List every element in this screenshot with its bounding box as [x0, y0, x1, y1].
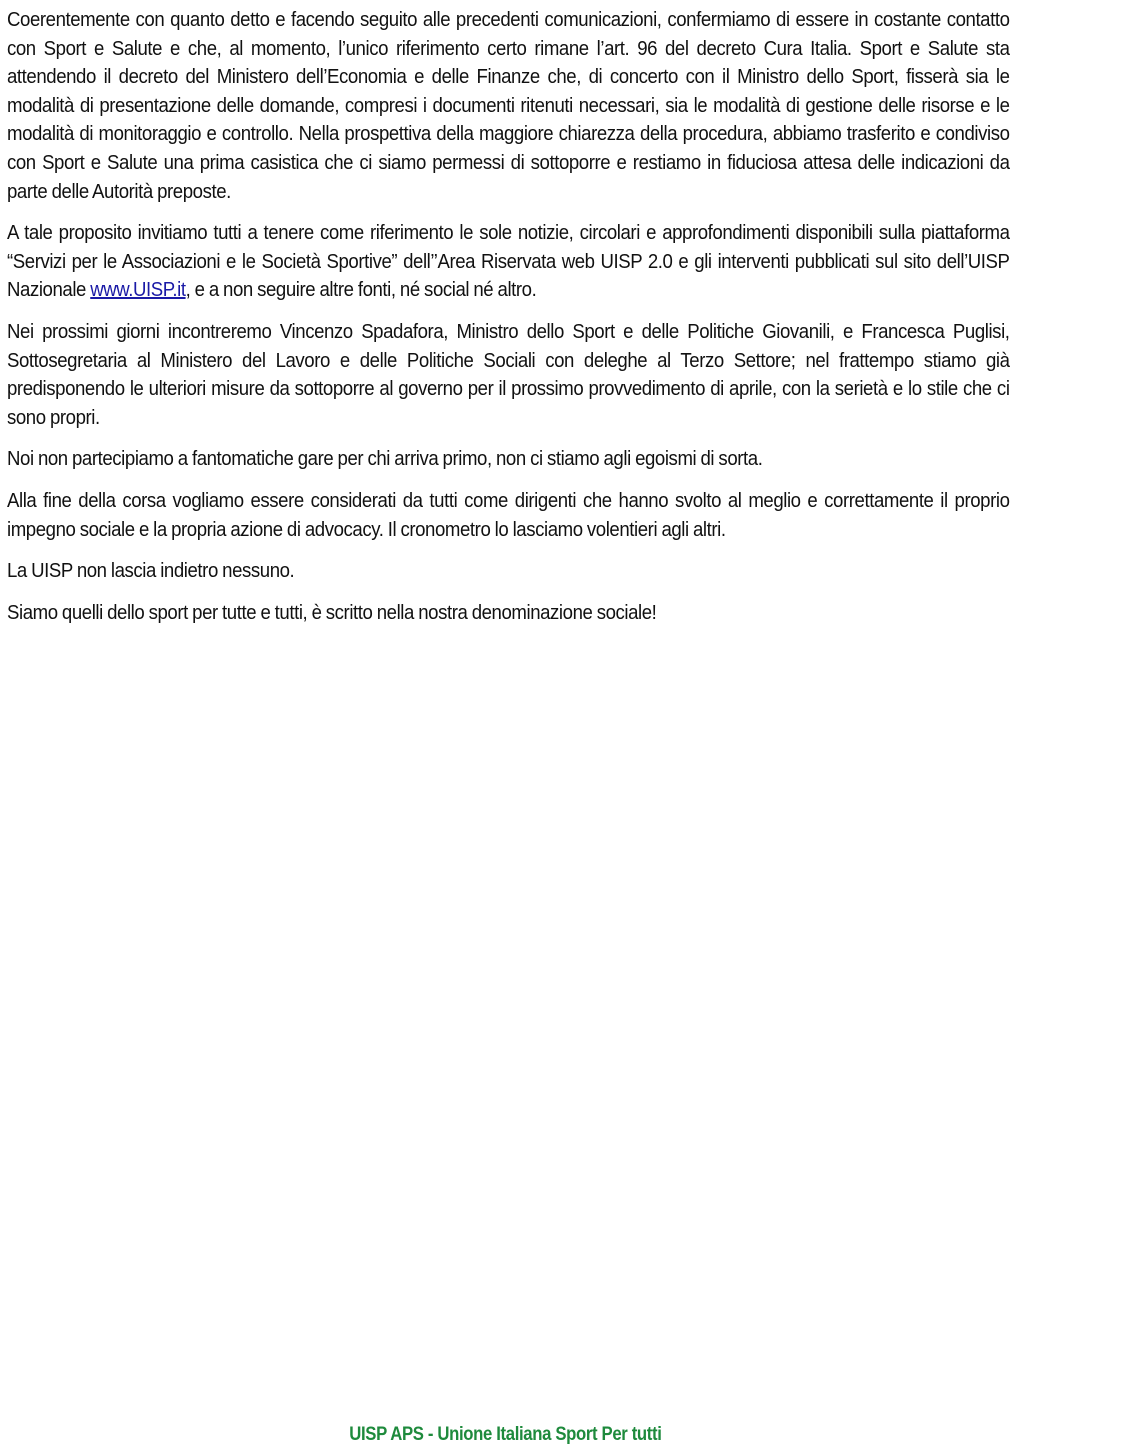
- paragraph-incontri: Nei prossimi giorni incontreremo Vincenzo Spadafora, Ministro dello Sport e delle Politiche Giovanili, e Francesca Puglisi, Sottosegretaria al Ministero del Lavoro e delle Politiche Sociali con deleghe al Terzo Settore; nel frattempo stiamo già predisponendo le ulteriori misure da sottoporre al governo per il prossimo provvedimento di aprile, con la serietà e lo stile che ci sono propri.: [7, 320, 1010, 429]
- paragraph-gare: Noi non partecipiamo a fantomatiche gare per chi arriva primo, non ci stiamo agli egoismi di sorta.: [7, 448, 763, 471]
- uisp-website-link[interactable]: www.UISP.it: [90, 279, 186, 302]
- paragraph-riferimenti-text: A tale proposito invitiamo tutti a tenere come riferimento le sole notizie, circolari e approfondimenti disponibili sulla piattaforma “Servizi per le Associazioni e le Società Sportive” dell’’Area Riservata web UISP 2.0 e gli interventi pubblicati sul sito dell’UISP Nazionale: [7, 222, 1010, 302]
- paragraph-riferimenti-tail: , e a non seguire altre fonti, né social né altro.: [185, 279, 537, 302]
- paragraph-corsa: Alla fine della corsa vogliamo essere considerati da tutti come dirigenti che hanno svolto al meglio e correttamente il proprio impegno sociale e la propria azione di advocacy. Il cronometro lo lasciamo volentieri agli altri.: [7, 489, 1010, 541]
- paragraph-sport-e-salute: Coerentemente con quanto detto e facendo seguito alle precedenti comunicazioni, confermiamo di essere in costante contatto con Sport e Salute e che, al momento, l’unico riferimento certo rimane l’art. 96 del decreto Cura Italia. Sport e Salute sta attendendo il decreto del Ministero dell’Economia e delle Finanze che, di concerto con il Ministro dello Sport, fisserà sia le modalità di presentazione delle domande, compresi i documenti ritenuti necessari, sia le modalità di gestione delle risorse e le modalità di monitoraggio e controllo. Nella prospettiva della maggiore chiarezza della procedura, abbiamo trasferito e condiviso con Sport e Salute una prima casistica che ci siamo permessi di sottoporre e restiamo in fiduciosa attesa delle indicazioni da parte delle Autorità preposte.: [7, 9, 1010, 203]
- document-body: [7, 6, 1010, 640]
- paragraph-sport-per-tutti: Siamo quelli dello sport per tutte e tutti, è scritto nella nostra denominazione sociale!: [7, 601, 657, 624]
- paragraph-riferimenti: [7, 219, 1010, 305]
- paragraph-nessuno: La UISP non lascia indietro nessuno.: [7, 560, 295, 583]
- footer-organization-name: UISP APS - Unione Italiana Sport Per tutti: [348, 1424, 662, 1445]
- page-footer: [0, 1424, 1010, 1446]
